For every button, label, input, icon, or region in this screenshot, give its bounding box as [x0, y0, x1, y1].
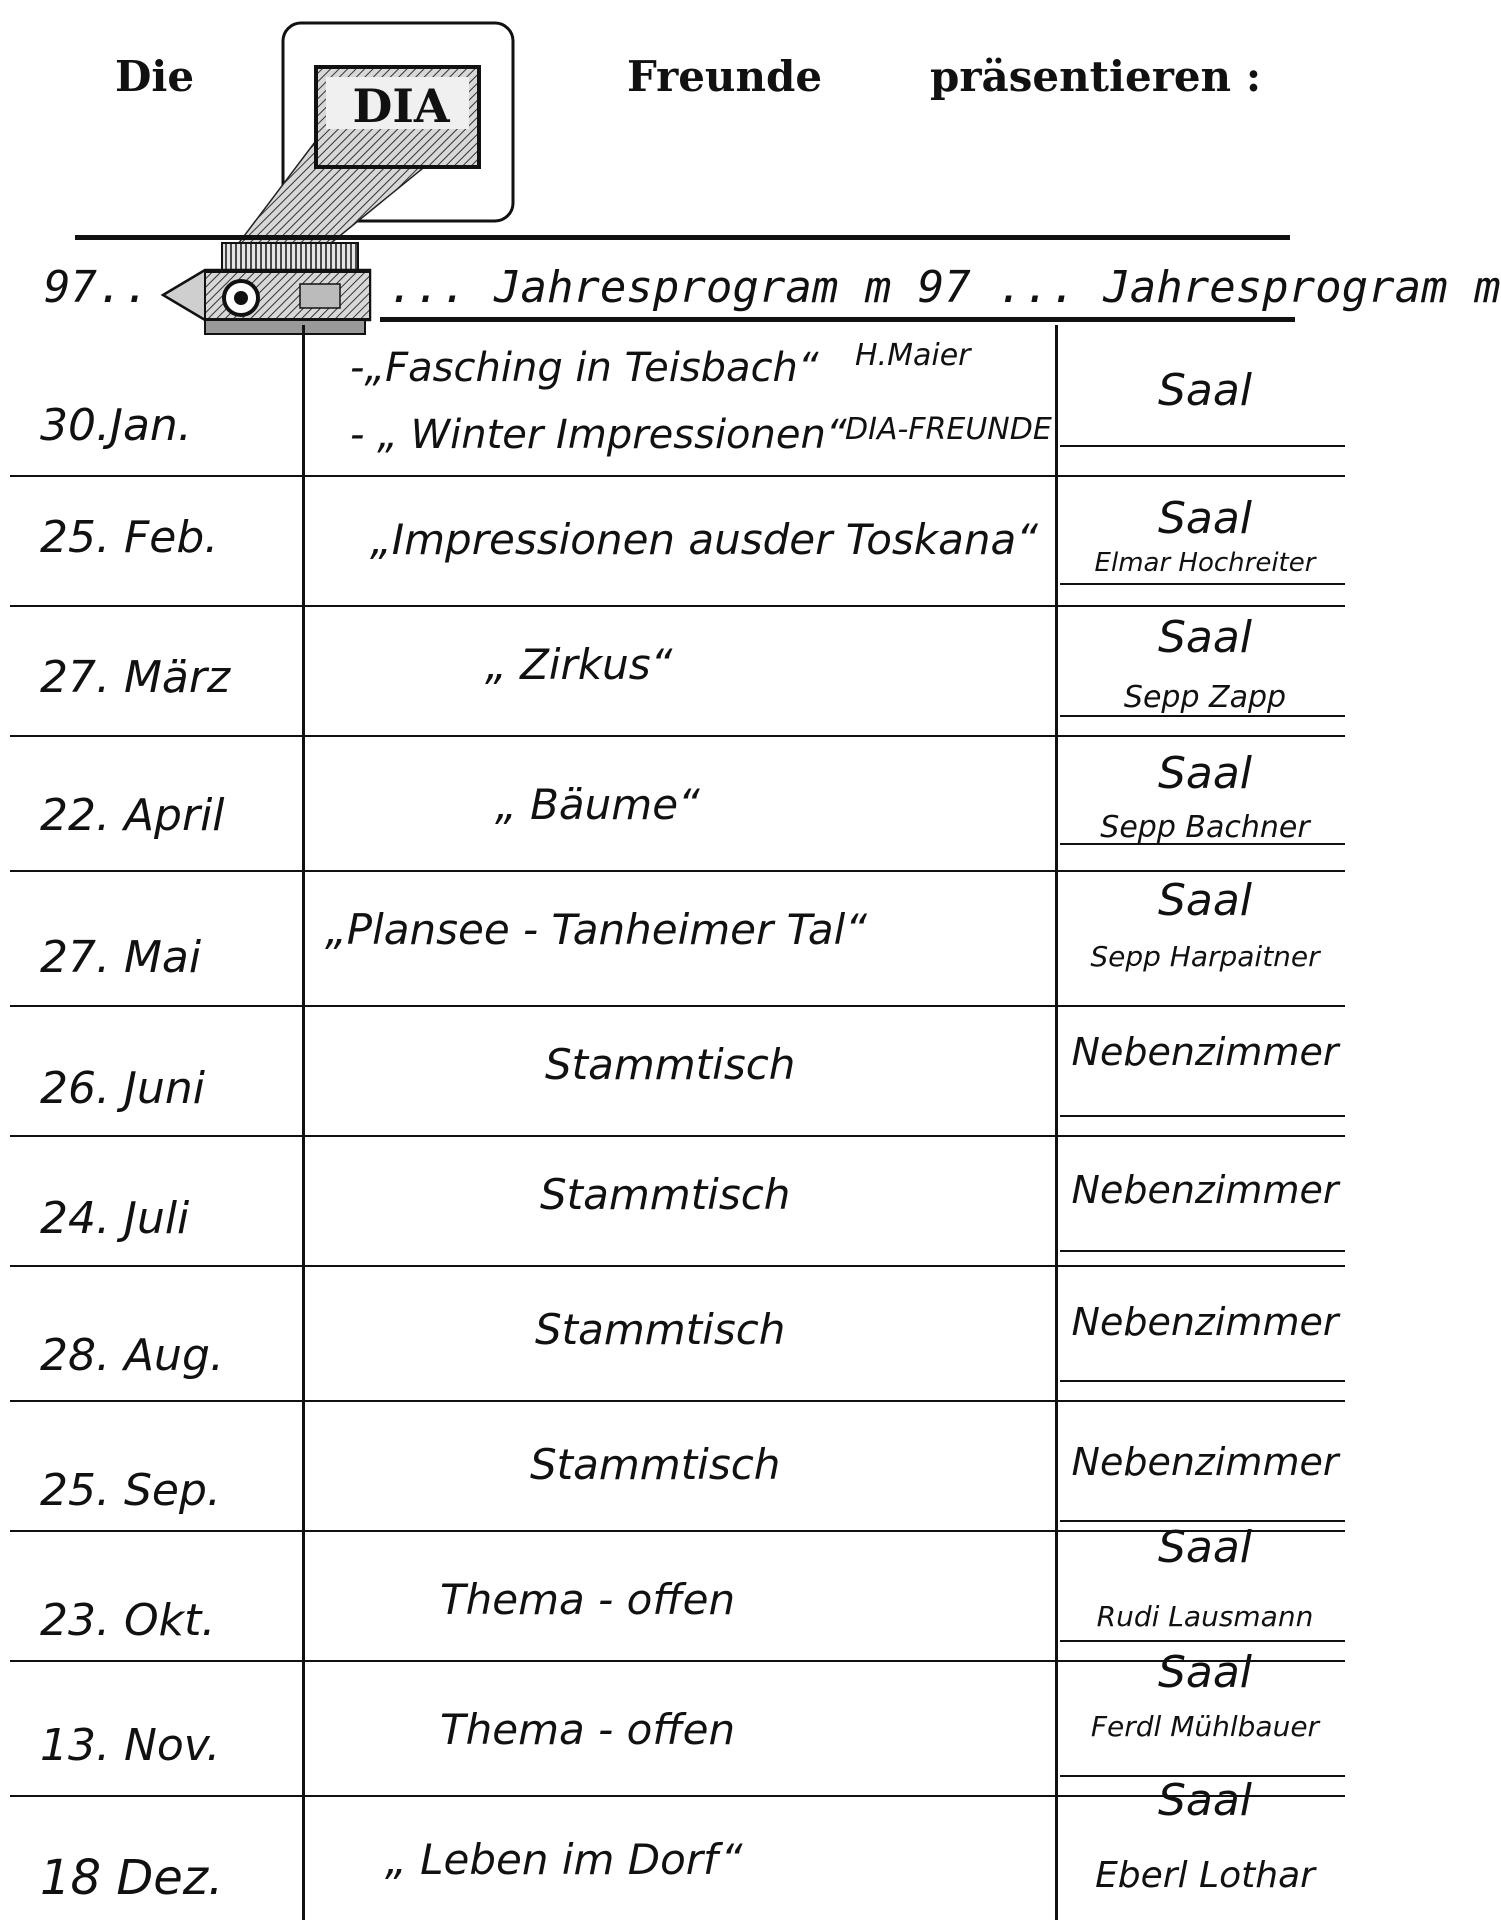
- event-title: „ Leben im Dorf“: [385, 1835, 743, 1884]
- venue-cell: Saal: [1157, 365, 1253, 416]
- event-title: „Impressionen ausder Toskana“: [370, 515, 1038, 564]
- venue-cell: Nebenzimmer: [1071, 1168, 1339, 1212]
- venue-rule: [1060, 1250, 1345, 1252]
- event-title: „Plansee - Tanheimer Tal“: [325, 905, 868, 954]
- event-author: DIA-FREUNDE: [845, 412, 1052, 447]
- banner-bottom-rule: [380, 317, 1295, 322]
- venue-cell: Nebenzimmer: [1071, 1030, 1339, 1074]
- venue-cell: Nebenzimmer: [1071, 1440, 1339, 1484]
- date-cell: 24. Juli: [40, 1193, 190, 1244]
- date-cell: 30.Jan.: [40, 400, 192, 451]
- row-rule: [10, 475, 1345, 477]
- event-title: Stammtisch: [545, 1040, 796, 1089]
- date-cell: 23. Okt.: [40, 1595, 216, 1646]
- row-rule: [10, 735, 1345, 737]
- presenter-cell: Sepp Harpaitner: [1090, 940, 1320, 973]
- row-rule: [10, 1265, 1345, 1267]
- venue-rule: [1060, 1115, 1345, 1117]
- date-cell: 22. April: [40, 790, 225, 841]
- event-title: Stammtisch: [540, 1170, 791, 1219]
- row-rule: [10, 1005, 1345, 1007]
- venue-rule: [1060, 583, 1345, 585]
- venue-cell: Saal: [1157, 1775, 1253, 1826]
- banner-top-rule: [75, 235, 1290, 240]
- event-title: „ Zirkus“: [485, 640, 673, 689]
- date-cell: 27. Mai: [40, 932, 202, 983]
- venue-rule: [1060, 445, 1345, 447]
- date-cell: 26. Juni: [40, 1063, 205, 1114]
- date-cell: 28. Aug.: [40, 1330, 224, 1381]
- event-title: Stammtisch: [535, 1305, 786, 1354]
- presenter-cell: Sepp Bachner: [1100, 810, 1310, 845]
- date-cell: 18 Dez.: [40, 1850, 224, 1906]
- event-title: -„Fasching in Teisbach“: [350, 345, 819, 391]
- venue-cell: Saal: [1157, 493, 1253, 544]
- presenter-cell: Elmar Hochreiter: [1094, 548, 1316, 578]
- row-rule: [10, 605, 1345, 607]
- row-rule: [10, 870, 1345, 872]
- venue-rule: [1060, 1380, 1345, 1382]
- event-title: - „ Winter Impressionen“: [350, 412, 847, 458]
- date-cell: 25. Feb.: [40, 512, 219, 563]
- banner-program-text: ... Jahresprogram m 97 ... Jahresprogram m: [388, 262, 1501, 313]
- row-rule: [10, 1400, 1345, 1402]
- table-divider-right: [1055, 325, 1058, 1920]
- venue-rule: [1060, 1640, 1345, 1642]
- banner-year: 97..: [44, 262, 150, 313]
- row-rule: [10, 1135, 1345, 1137]
- presenter-cell: Sepp Zapp: [1123, 680, 1287, 715]
- header-word-die: Die: [115, 52, 195, 101]
- venue-cell: Saal: [1157, 1522, 1253, 1573]
- header-word-praesentieren: präsentieren :: [930, 52, 1262, 101]
- presenter-cell: Rudi Lausmann: [1096, 1600, 1314, 1633]
- event-author: H.Maier: [855, 338, 971, 373]
- presenter-cell: Eberl Lothar: [1095, 1855, 1315, 1896]
- venue-cell: Nebenzimmer: [1071, 1300, 1339, 1344]
- projector-icon: [163, 243, 370, 334]
- venue-cell: Saal: [1157, 748, 1253, 799]
- table-divider-left: [302, 325, 305, 1920]
- event-title: Thema - offen: [440, 1705, 736, 1754]
- presenter-cell: Ferdl Mühlbauer: [1090, 1710, 1320, 1743]
- venue-rule: [1060, 715, 1345, 717]
- header-word-freunde: Freunde: [627, 52, 823, 101]
- event-title: „ Bäume“: [495, 780, 700, 829]
- date-cell: 25. Sep.: [40, 1465, 221, 1516]
- logo-text: DIA: [352, 79, 450, 133]
- date-cell: 27. März: [40, 652, 231, 703]
- venue-cell: Saal: [1157, 1647, 1253, 1698]
- event-title: Stammtisch: [530, 1440, 781, 1489]
- event-title: Thema - offen: [440, 1575, 736, 1624]
- venue-cell: Saal: [1157, 612, 1253, 663]
- venue-cell: Saal: [1157, 875, 1253, 926]
- date-cell: 13. Nov.: [40, 1720, 221, 1771]
